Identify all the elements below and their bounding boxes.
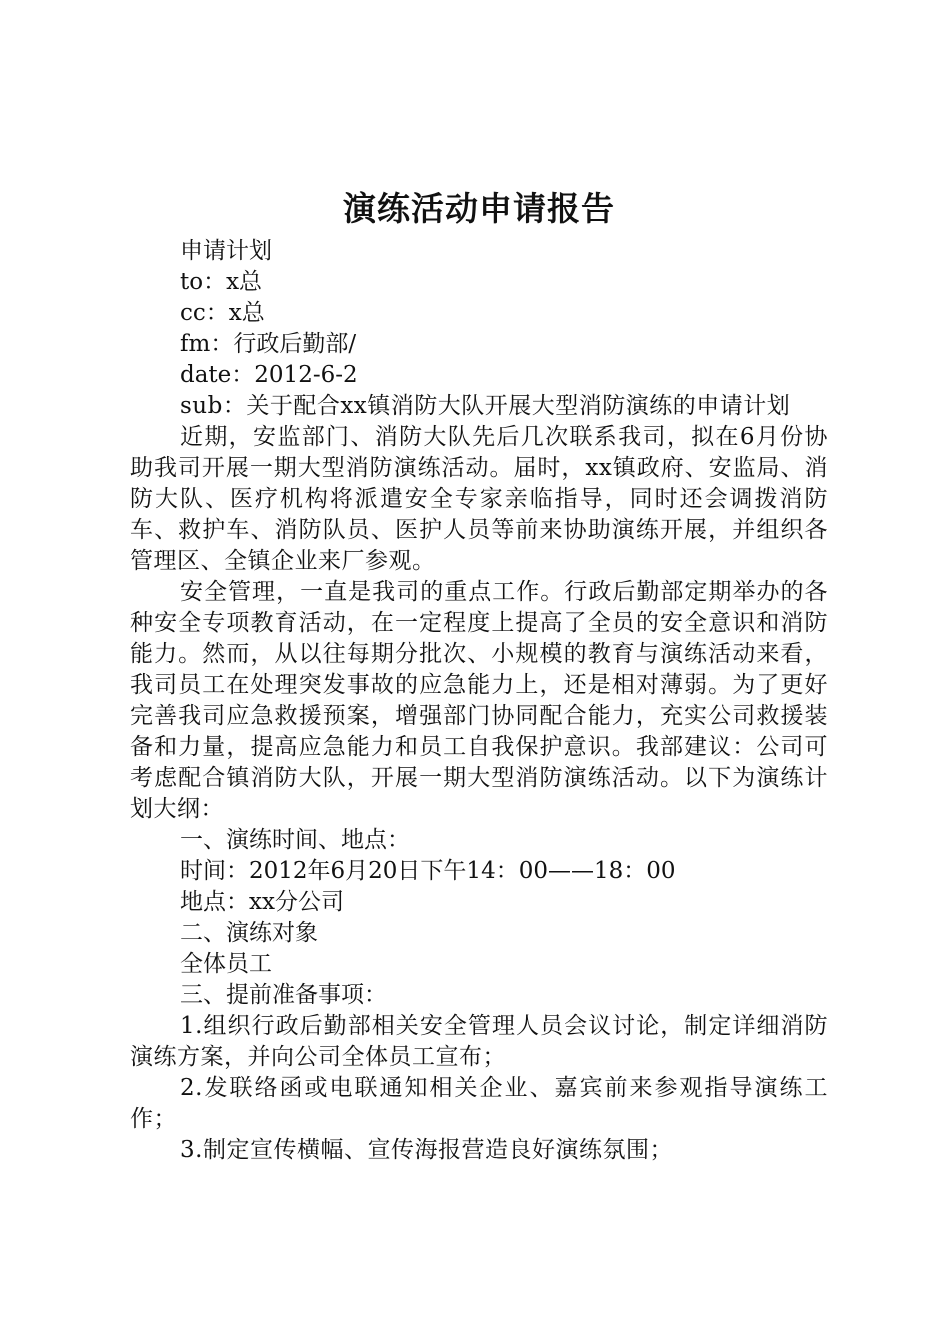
header-subject: sub：关于配合xx镇消防大队开展大型消防演练的申请计划 <box>180 393 791 419</box>
header-plan: 申请计划 <box>180 238 272 264</box>
body-paragraph: 近期，安监部门、消防大队先后几次联系我司，拟在6月份协助我司开展一期大型消防演练活动。届时，xx镇政府、安监局、消防大队、医疗机构将派遣安全专家亲临指导，同时还会调拨消防车、救护车、消防队员、医护人员等前来协助演练开展，并组织各管理区、全镇企业来厂参观。 <box>130 424 828 574</box>
document-page <box>130 184 828 1166</box>
section-place: 地点：xx分公司 <box>180 889 344 915</box>
body-paragraph: 安全管理，一直是我司的重点工作。行政后勤部定期举办的各种安全专项教育活动，在一定程度上提高了全员的安全意识和消防能力。然而，从以往每期分批次、小规模的教育与演练活动来看，我司员工在处理突发事故的应急能力上，还是相对薄弱。为了更好完善我司应急救援预案，增强部门协同配合能力，充实公司救援装备和力量，提高应急能力和员工自我保护意识。我部建议：公司可考虑配合镇消防大队，开展一期大型消防演练活动。以下为演练计划大纲： <box>130 579 828 822</box>
header-cc: cc：x总 <box>180 300 265 326</box>
document-title: 演练活动申请报告 <box>343 189 615 228</box>
section-heading: 二、演练对象 <box>180 920 318 946</box>
list-item: 1.组织行政后勤部相关安全管理人员会议讨论，制定详细消防演练方案，并向公司全体员工宣布； <box>130 1013 828 1070</box>
section-value: 全体员工 <box>180 951 272 977</box>
section-time: 时间：2012年6月20日下午14：00——18：00 <box>180 858 676 884</box>
section-heading: 三、提前准备事项： <box>180 982 387 1008</box>
list-item: 2.发联络函或电联通知相关企业、嘉宾前来参观指导演练工作； <box>130 1075 828 1132</box>
header-from: fm：行政后勤部/ <box>180 331 357 357</box>
header-to: to：x总 <box>180 269 263 295</box>
list-item: 3.制定宣传横幅、宣传海报营造良好演练氛围； <box>180 1137 673 1163</box>
section-heading: 一、演练时间、地点： <box>180 827 410 853</box>
header-date: date：2012-6-2 <box>180 362 358 388</box>
